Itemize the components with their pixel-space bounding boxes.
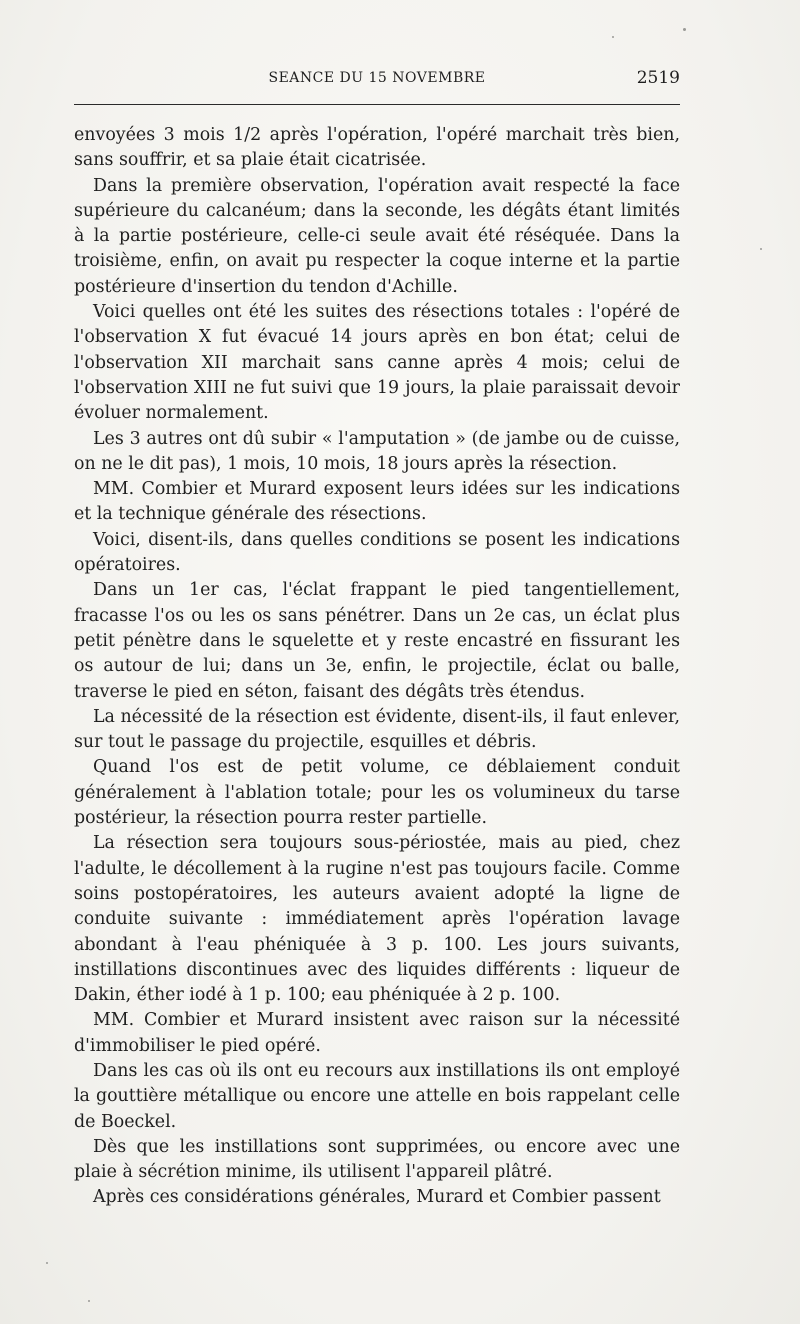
header-rule xyxy=(74,104,680,105)
paragraph: Dans la première observation, l'opération avait respecté la face supérieure du calcanéum; dans la seconde, les dégâts étant limités à la partie postérieure, celle-ci seule avait été réséquée. Dans la troisième, enfin, on avait pu respecter la coque interne et la partie postérieure d'insertion du tendon d'Achille. xyxy=(74,175,680,297)
paragraph: Quand l'os est de petit volume, ce déblaiement conduit généralement à l'ablation totale; pour les os volumineux du tarse postérieur, la résection pourra rester partielle. xyxy=(74,757,680,829)
paragraph: La résection sera toujours sous-périostée, mais au pied, chez l'adulte, le décollement à la rugine n'est pas toujours facile. Comme soins postopératoires, les auteurs avaient adopté la ligne de conduite suivante : immédiatement après l'opération lavage abondant à l'eau phéniquée à 3 p. 100. Les jours suivants, instillations discontinues avec des liquides différents : liqueur de Dakin, éther iodé à 1 p. 100; eau phéniquée à 2 p. 100. xyxy=(74,833,680,1006)
paragraph: Voici quelles ont été les suites des résections totales : l'opéré de l'observation X fut évacué 14 jours après en bon état; celui de l'observation XII marchait sans canne après 4 mois; celui de l'observation XIII ne fut suivi que 19 jours, la plaie paraissait devoir évoluer normalement. xyxy=(74,302,680,424)
paper-speck xyxy=(46,1262,48,1264)
paper-speck xyxy=(88,1300,90,1302)
paragraph: MM. Combier et Murard insistent avec raison sur la nécessité d'immobiliser le pied opéré. xyxy=(74,1010,680,1056)
paper-speck xyxy=(612,36,614,38)
paragraph: Les 3 autres ont dû subir « l'amputation » (de jambe ou de cuisse, on ne le dit pas), 1 mois, 10 mois, 18 jours après la résection. xyxy=(74,428,680,474)
page-header xyxy=(74,66,680,94)
paragraph: La nécessité de la résection est évidente, disent-ils, il faut enlever, sur tout le passage du projectile, esquilles et débris. xyxy=(74,706,680,753)
page-number: 2519 xyxy=(636,68,680,88)
paragraph: Dès que les instillations sont supprimées, ou encore avec une plaie à sécrétion minime, ils utilisent l'appareil plâtré. xyxy=(74,1136,680,1183)
paper-speck xyxy=(683,28,686,31)
paragraph: Voici, disent-ils, dans quelles conditions se posent les indications opératoires. xyxy=(74,529,680,576)
paragraph: envoyées 3 mois 1/2 après l'opération, l'opéré marchait très bien, sans souffrir, et sa plaie était cicatrisée. xyxy=(74,125,680,171)
paragraph: Dans les cas où ils ont eu recours aux instillations ils ont employé la gouttière métallique ou encore une attelle en bois rappelant celle de Boeckel. xyxy=(74,1060,680,1132)
paragraph: Après ces considérations générales, Murard et Combier passent xyxy=(93,1187,661,1208)
body-text xyxy=(74,123,680,1211)
paragraph: MM. Combier et Murard exposent leurs idées sur les indications et la technique générale des résections. xyxy=(74,479,680,525)
paper-speck xyxy=(760,248,762,250)
running-title: SEANCE DU 15 NOVEMBRE xyxy=(268,70,486,86)
paragraph: Dans un 1er cas, l'éclat frappant le pied tangentiellement, fracasse l'os ou les os sans pénétrer. Dans un 2e cas, un éclat plus petit pénètre dans le squelette et y reste encastré en fissurant les os autour de lui; dans un 3e, enfin, le projectile, éclat ou balle, traverse le pied en séton, faisant des dégâts très étendus. xyxy=(74,580,680,702)
